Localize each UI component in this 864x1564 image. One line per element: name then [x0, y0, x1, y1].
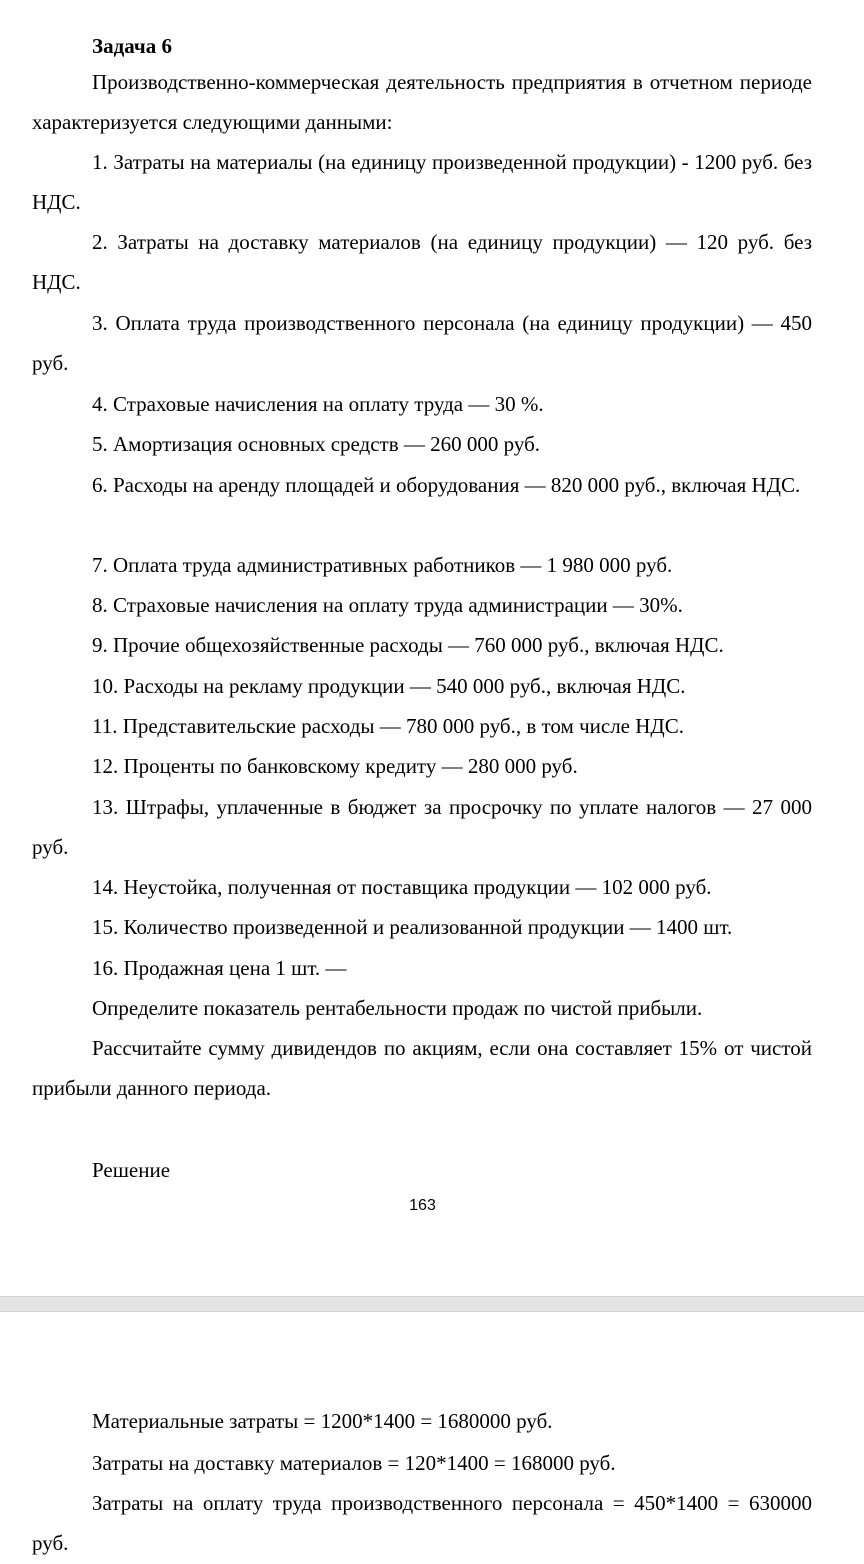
list-item-6: 6. Расходы на аренду площадей и оборудования — 820 000 руб., включая НДС. — [92, 473, 801, 497]
list-item-11: 11. Представительские расходы — 780 000 руб., в том числе НДС. — [92, 714, 684, 738]
calc-labor-costs: Затраты на оплату труда производственного персонала = 450*1400 = 630000 руб. — [32, 1491, 812, 1555]
list-item-5: 5. Амортизация основных средств — 260 000 руб. — [92, 432, 541, 456]
page-number: 163 — [409, 1197, 436, 1214]
solution-heading: Решение — [92, 1158, 171, 1182]
list-item-13: 13. Штрафы, уплаченные в бюджет за просрочку по уплате налогов — 27 000 руб. — [32, 795, 812, 859]
intro-paragraph: Производственно-коммерческая деятельность предприятия в отчетном периоде характеризуется следующими данными: — [32, 70, 812, 134]
calc-material-costs: Материальные затраты = 1200*1400 = 1680000 руб. — [92, 1409, 553, 1433]
list-item-3: 3. Оплата труда производственного персонала (на единицу продукции) — 450 руб. — [32, 311, 812, 375]
list-item-14: 14. Неустойка, полученная от поставщика продукции — 102 000 руб. — [92, 875, 712, 899]
list-item-4: 4. Страховые начисления на оплату труда — 30 %. — [92, 392, 544, 416]
list-item-15: 15. Количество произведенной и реализованной продукции — 1400 шт. — [92, 915, 733, 939]
task-title: Задача 6 — [92, 34, 172, 58]
list-item-12: 12. Проценты по банковскому кредиту — 280 000 руб. — [92, 754, 578, 778]
list-item-2: 2. Затраты на доставку материалов (на единицу продукции) — 120 руб. без НДС. — [32, 230, 812, 294]
list-item-8: 8. Страховые начисления на оплату труда администрации — 30%. — [92, 593, 683, 617]
list-item-1: 1. Затраты на материалы (на единицу произведенной продукции) - 1200 руб. без НДС. — [32, 150, 812, 214]
document-page-2 — [0, 1312, 864, 1564]
list-item-10: 10. Расходы на рекламу продукции — 540 000 руб., включая НДС. — [92, 674, 686, 698]
list-item-16: 16. Продажная цена 1 шт. — — [92, 956, 347, 980]
question-2: Рассчитайте сумму дивидендов по акциям, если она составляет 15% от чистой прибыли данного периода. — [32, 1036, 812, 1100]
list-item-7: 7. Оплата труда административных работников — 1 980 000 руб. — [92, 553, 673, 577]
calc-delivery-costs: Затраты на доставку материалов = 120*1400 = 168000 руб. — [92, 1451, 616, 1475]
question-1: Определите показатель рентабельности продаж по чистой прибыли. — [92, 996, 703, 1020]
page-separator — [0, 1296, 864, 1312]
list-item-9: 9. Прочие общехозяйственные расходы — 760 000 руб., включая НДС. — [92, 633, 724, 657]
